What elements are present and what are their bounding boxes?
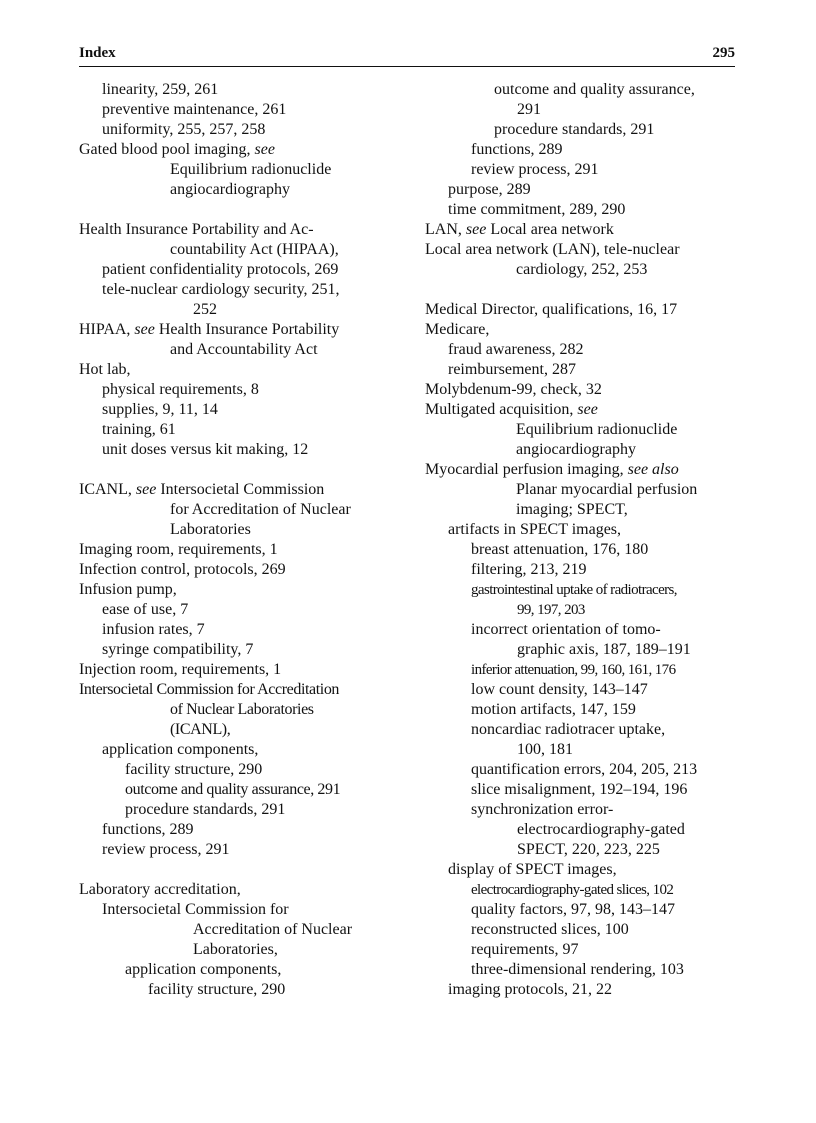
index-entry [102,100,399,120]
entry-text: gastrointestinal uptake of radiotracers, [471,582,677,598]
entry-gap [425,280,743,300]
entry-text: fraud awareness, 282 [448,341,584,358]
index-entry [471,140,743,160]
index-entry [471,540,743,560]
entry-continuation: 100, 181 [517,741,573,758]
entry-text: outcome and quality assurance, [494,81,695,98]
index-entry [102,280,399,320]
index-entry [471,680,743,700]
entry-text: ease of use, 7 [102,601,189,618]
entry-text: Intersocietal Commission for [102,901,289,918]
entry-continuation: Laboratories, [193,941,278,958]
index-entry [494,120,743,140]
index-entry [102,380,399,400]
entry-continuation: 291 [517,101,541,118]
cross-reference-keyword: see [134,321,155,338]
entry-text: purpose, 289 [448,181,531,198]
index-entry [471,660,743,680]
index-entry [448,200,743,220]
entry-text: Injection room, requirements, 1 [79,661,282,678]
entry-text: artifacts in SPECT images, [448,521,622,538]
index-entry [494,80,743,120]
index-entry [471,560,743,580]
index-entry [448,360,743,380]
entry-text: physical requirements, 8 [102,381,259,398]
entry-text: reimbursement, 287 [448,361,576,378]
index-entry [79,680,399,740]
index-entry [102,400,399,420]
page-number: 295 [712,45,735,61]
index-entry [471,780,743,800]
cross-reference-keyword: see also [627,461,679,478]
entry-text: slice misalignment, 192–194, 196 [471,781,688,798]
entry-text: syringe compatibility, 7 [102,641,254,658]
index-entry [471,720,743,760]
entry-text: Infection control, protocols, 269 [79,561,286,578]
entry-continuation: SPECT, 220, 223, 225 [517,841,660,858]
index-entry [102,900,399,960]
index-entry [471,700,743,720]
entry-continuation: angiocardiography [516,441,636,458]
entry-gap [79,860,399,880]
index-entry [79,140,399,200]
entry-continuation: cardiology, 252, 253 [516,261,648,278]
index-entry [471,580,743,620]
index-entry [425,320,743,340]
entry-text: Multigated acquisition, [425,401,578,418]
entry-text: Infusion pump, [79,581,177,598]
index-entry [102,620,399,640]
index-entry [448,180,743,200]
entry-continuation: 99, 197, 203 [517,602,585,618]
entry-continuation: Accreditation of Nuclear [193,921,353,938]
entry-text: breast attenuation, 176, 180 [471,541,649,558]
entry-text: Health Insurance Portability and Ac- [79,221,314,238]
entry-text: filtering, 213, 219 [471,561,587,578]
index-entry [425,460,743,520]
entry-text: three-dimensional rendering, 103 [471,961,684,978]
index-column-left [79,80,399,1000]
entry-text: inferior attenuation, 99, 160, 161, 176 [471,662,676,678]
index-entry [79,320,399,360]
entry-continuation: electrocardiography-gated [517,821,685,838]
index-entry [448,860,743,880]
entry-text: incorrect orientation of tomo- [471,621,661,638]
entry-text: Laboratory accreditation, [79,881,241,898]
index-entry [79,220,399,260]
entry-text: functions, 289 [102,821,194,838]
entry-text: noncardiac radiotracer uptake, [471,721,666,738]
index-entry [102,640,399,660]
index-entry [79,580,399,600]
entry-text: linearity, 259, 261 [102,81,219,98]
index-entry [471,940,743,960]
entry-text: Local area network (LAN), tele-nuclear [425,241,680,258]
index-entry [471,620,743,660]
index-entry [79,480,399,540]
entry-text: Intersocietal Commission for Accreditation [79,681,340,698]
entry-text: LAN, [425,221,466,238]
entry-continuation: graphic axis, 187, 189–191 [517,641,691,658]
index-entry [448,980,743,1000]
entry-text: Medical Director, qualifications, 16, 17 [425,301,678,318]
index-entry [471,960,743,980]
index-entry [102,440,399,460]
entry-text: review process, 291 [102,841,230,858]
index-entry [125,800,399,820]
entry-text: facility structure, 290 [148,981,286,998]
index-entry [102,80,399,100]
entry-continuation: imaging; SPECT, [516,501,628,518]
entry-text: tele-nuclear cardiology security, 251, [102,281,340,298]
entry-text: requirements, 97 [471,941,579,958]
index-entry [448,520,743,540]
entry-text: Imaging room, requirements, 1 [79,541,278,558]
index-entry [102,740,399,760]
index-entry [425,240,743,280]
cross-reference-keyword: see [254,141,275,158]
index-entry [102,600,399,620]
entry-text: HIPAA, [79,321,135,338]
entry-continuation: 252 [193,301,217,318]
entry-text: quantification errors, 204, 205, 213 [471,761,698,778]
entry-text: facility structure, 290 [125,761,263,778]
entry-text: Myocardial perfusion imaging, [425,461,628,478]
entry-text: uniformity, 255, 257, 258 [102,121,266,138]
entry-gap [79,460,399,480]
entry-continuation: (ICANL), [170,721,231,738]
entry-text: supplies, 9, 11, 14 [102,401,218,418]
entry-continuation: of Nuclear Laboratories [170,701,314,718]
cross-reference-keyword: see [465,221,487,238]
entry-text: imaging protocols, 21, 22 [448,981,612,998]
entry-text: infusion rates, 7 [102,621,205,638]
index-entry [471,760,743,780]
entry-text: preventive maintenance, 261 [102,101,287,118]
index-entry [102,120,399,140]
entry-text: review process, 291 [471,161,599,178]
entry-text: patient confidentiality protocols, 269 [102,261,339,278]
index-entry [79,560,399,580]
index-entry [102,260,399,280]
index-entry [425,380,743,400]
entry-text: training, 61 [102,421,176,438]
entry-continuation: Equilibrium radionuclide [516,421,678,438]
entry-text: Hot lab, [79,361,131,378]
index-entry [425,220,743,240]
entry-text: time commitment, 289, 290 [448,201,626,218]
header-title: Index [79,45,116,61]
entry-text: Molybdenum-99, check, 32 [425,381,602,398]
entry-text: unit doses versus kit making, 12 [102,441,309,458]
entry-text: display of SPECT images, [448,861,617,878]
index-entry [471,800,743,860]
index-entry [79,880,399,900]
entry-text: application components, [102,741,259,758]
running-header [79,44,735,67]
entry-text: application components, [125,961,282,978]
entry-text: synchronization error- [471,801,614,818]
entry-text: Gated blood pool imaging, [79,141,255,158]
entry-gap [79,200,399,220]
index-entry [448,340,743,360]
entry-text: reconstructed slices, 100 [471,921,629,938]
entry-text: Intersocietal Commission [156,481,325,498]
entry-continuation: angiocardiography [170,181,290,198]
index-entry [79,660,399,680]
entry-continuation: Laboratories [170,521,251,538]
index-entry [425,400,743,460]
entry-continuation: countability Act (HIPAA), [170,241,339,258]
entry-text: ICANL, [79,481,136,498]
entry-text: low count density, 143–147 [471,681,648,698]
entry-continuation: for Accreditation of Nuclear [170,501,351,518]
entry-text: functions, 289 [471,141,563,158]
entry-text: electrocardiography-gated slices, 102 [471,882,674,898]
entry-continuation: Planar myocardial perfusion [516,481,698,498]
index-entry [148,980,399,1000]
entry-text: procedure standards, 291 [125,801,286,818]
index-entry [471,900,743,920]
cross-reference-keyword: see [577,401,598,418]
entry-text: Medicare, [425,321,490,338]
entry-text: motion artifacts, 147, 159 [471,701,636,718]
index-entry [125,760,399,780]
index-entry [102,420,399,440]
index-entry [471,880,743,900]
index-entry [102,820,399,840]
entry-continuation: and Accountability Act [170,341,318,358]
entry-continuation: Equilibrium radionuclide [170,161,332,178]
index-entry [102,840,399,860]
index-entry [79,360,399,380]
index-entry [471,160,743,180]
index-entry [79,540,399,560]
index-entry [125,960,399,980]
index-entry [471,920,743,940]
index-entry [125,780,399,800]
entry-text: Local area network [486,221,614,238]
entry-text: Health Insurance Portability [154,321,340,338]
entry-text: procedure standards, 291 [494,121,655,138]
index-column-right [425,80,743,1000]
entry-text: quality factors, 97, 98, 143–147 [471,901,675,918]
entry-text: outcome and quality assurance, 291 [125,781,341,798]
cross-reference-keyword: see [135,481,157,498]
index-entry [425,300,743,320]
